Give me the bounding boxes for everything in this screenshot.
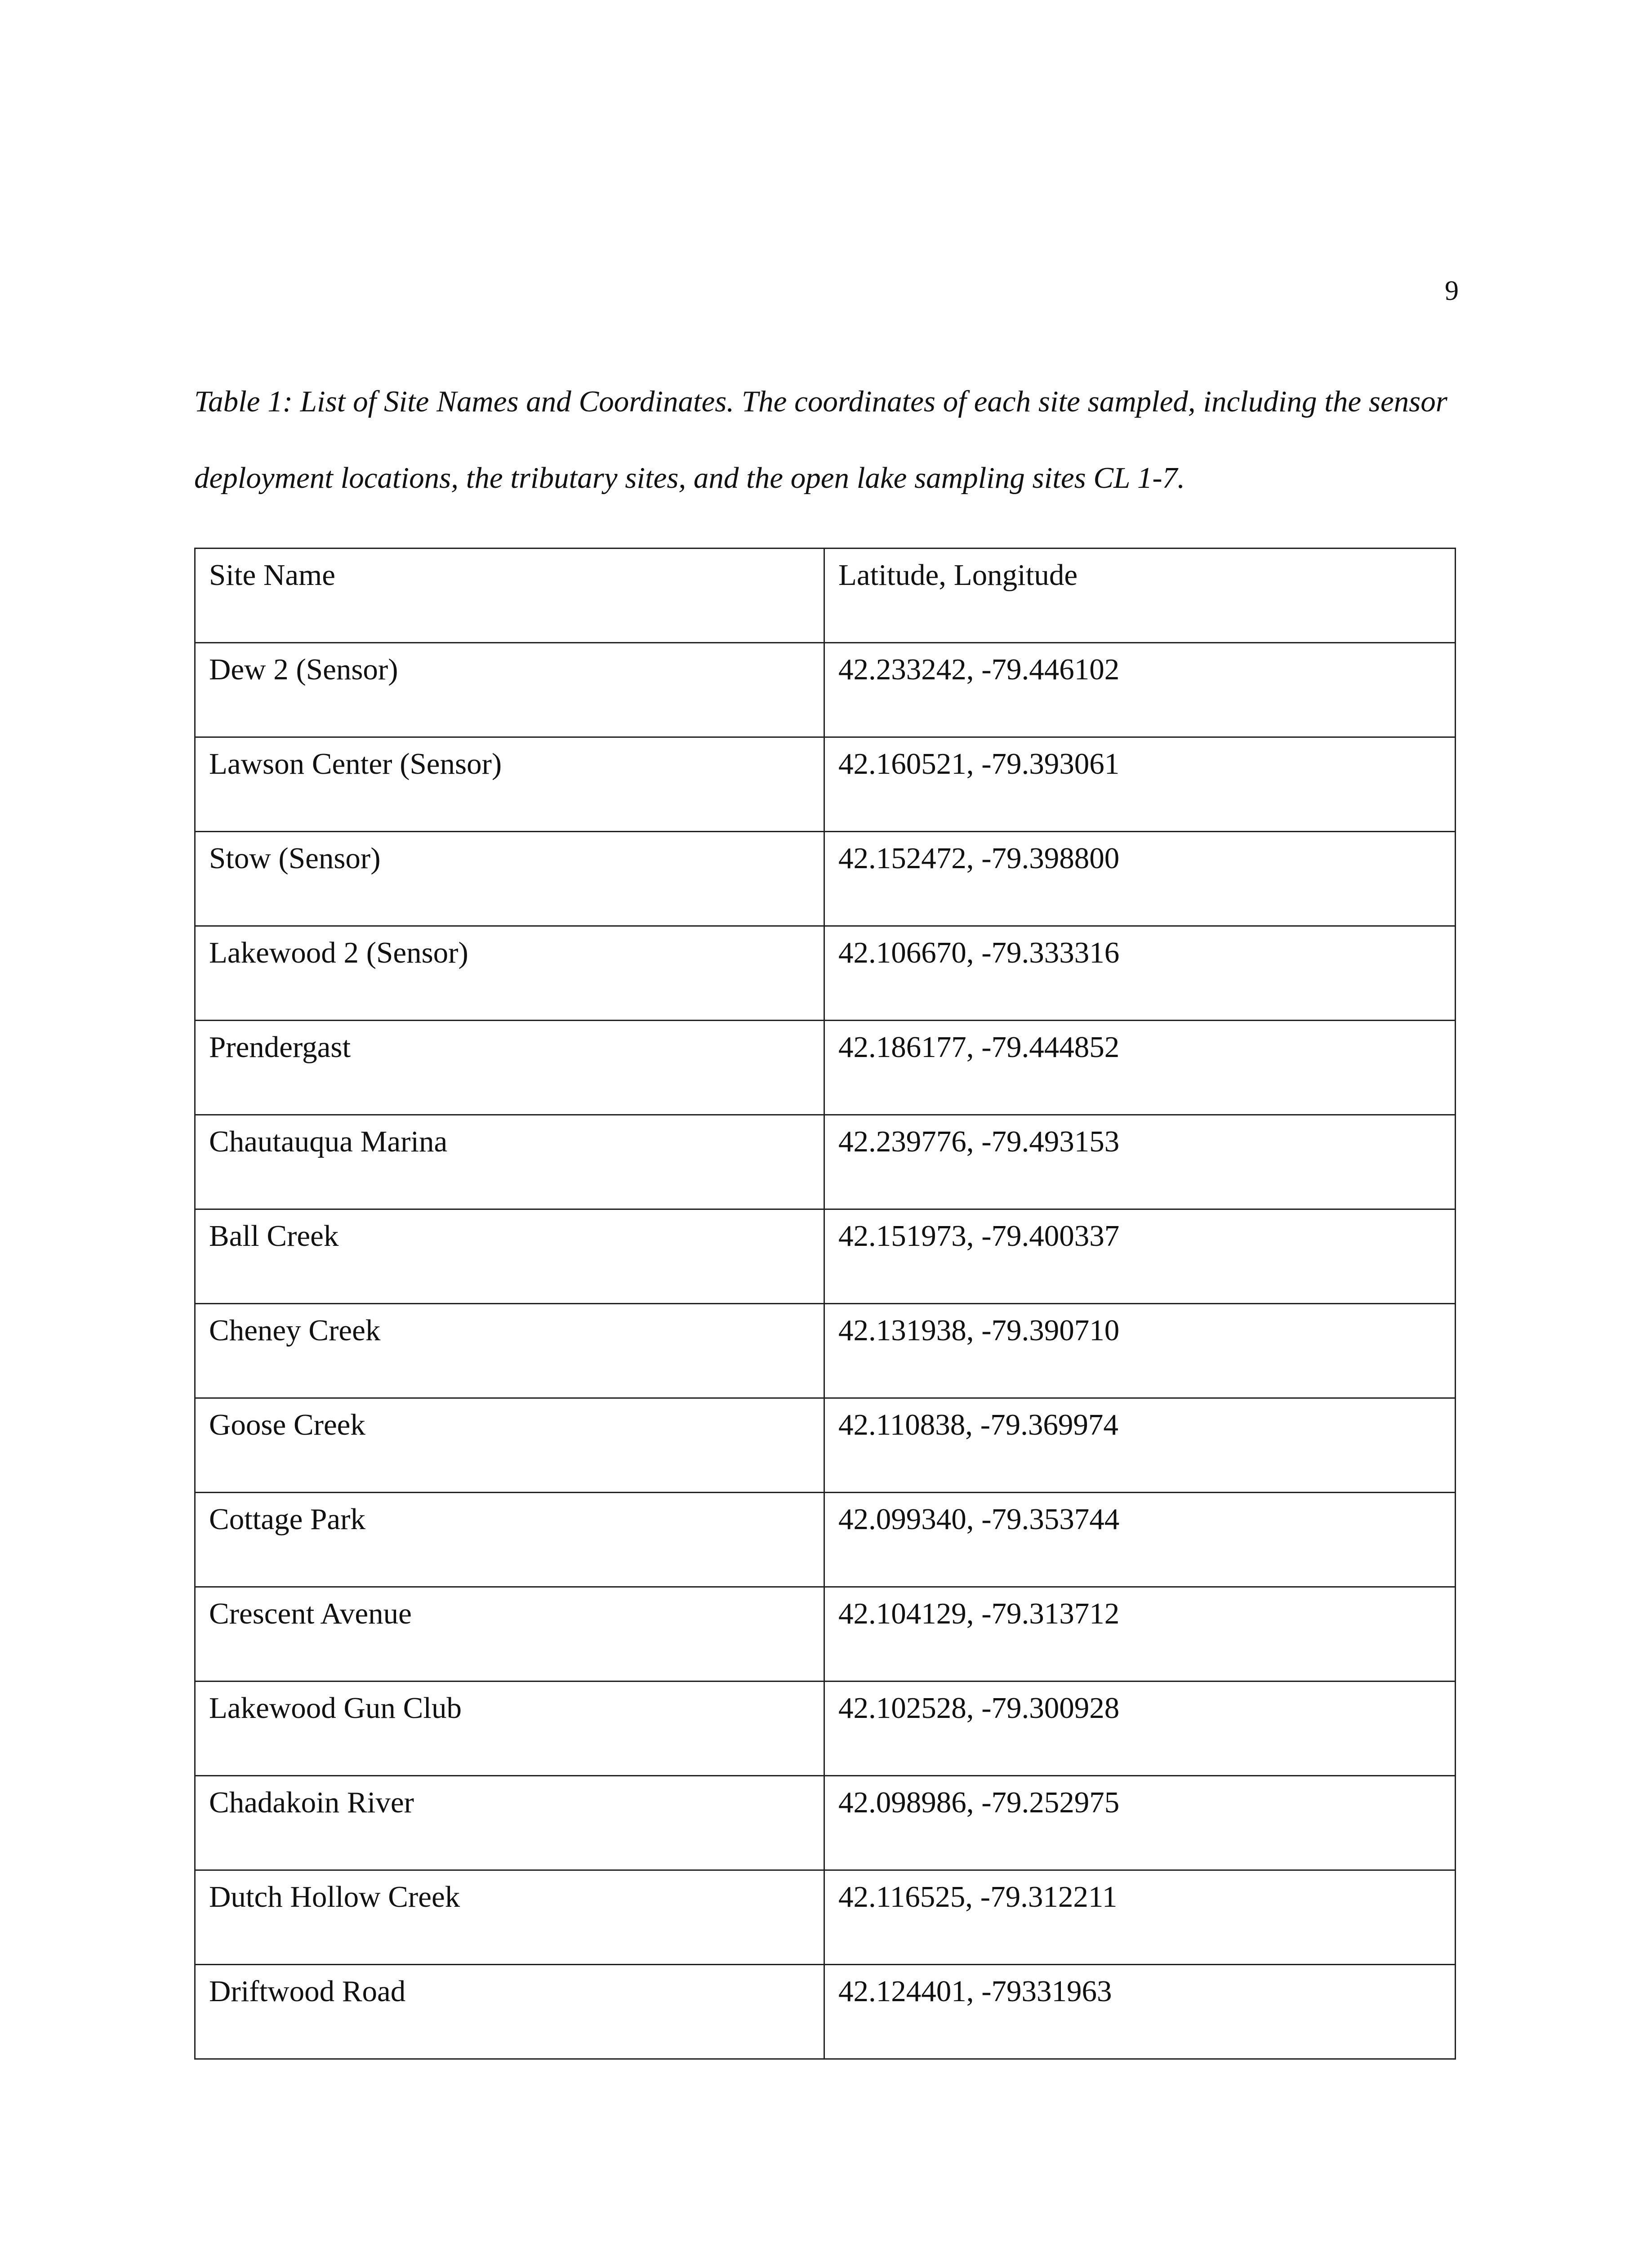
- header-lat-long: Latitude, Longitude: [824, 549, 1456, 643]
- coordinates-cell: 42.102528, -79.300928: [824, 1682, 1456, 1776]
- site-name-cell: Lawson Center (Sensor): [195, 737, 824, 832]
- table-header-row: [195, 549, 1456, 643]
- site-coordinates-table: [194, 548, 1456, 2060]
- site-name-cell: Goose Creek: [195, 1398, 824, 1493]
- table-row: [195, 1776, 1456, 1870]
- site-name-cell: Crescent Avenue: [195, 1587, 824, 1682]
- site-name-cell: Driftwood Road: [195, 1965, 824, 2059]
- table-row: [195, 1870, 1456, 1965]
- site-name-cell: Cheney Creek: [195, 1304, 824, 1398]
- site-name-cell: Lakewood 2 (Sensor): [195, 926, 824, 1021]
- site-name-cell: Prendergast: [195, 1021, 824, 1115]
- coordinates-cell: 42.099340, -79.353744: [824, 1493, 1456, 1587]
- site-name-cell: Ball Creek: [195, 1209, 824, 1304]
- coordinates-cell: 42.152472, -79.398800: [824, 832, 1456, 926]
- table-row: [195, 737, 1456, 832]
- table-row: [195, 1493, 1456, 1587]
- coordinates-cell: 42.239776, -79.493153: [824, 1115, 1456, 1209]
- site-name-cell: Stow (Sensor): [195, 832, 824, 926]
- table-row: [195, 832, 1456, 926]
- site-name-cell: Dew 2 (Sensor): [195, 643, 824, 737]
- table-row: [195, 1587, 1456, 1682]
- coordinates-cell: 42.110838, -79.369974: [824, 1398, 1456, 1493]
- table-row: [195, 1965, 1456, 2059]
- coordinates-cell: 42.233242, -79.446102: [824, 643, 1456, 737]
- header-site-name: Site Name: [195, 549, 824, 643]
- coordinates-cell: 42.186177, -79.444852: [824, 1021, 1456, 1115]
- table-caption: Table 1: List of Site Names and Coordinates. The coordinates of each site sampled, including the sensor deployment locations, the tributary sites, and the open lake sampling sites CL 1-7.: [194, 385, 1447, 495]
- site-name-cell: Chautauqua Marina: [195, 1115, 824, 1209]
- site-name-cell: Lakewood Gun Club: [195, 1682, 824, 1776]
- coordinates-cell: 42.098986, -79.252975: [824, 1776, 1456, 1870]
- table-row: [195, 1115, 1456, 1209]
- coordinates-cell: 42.106670, -79.333316: [824, 926, 1456, 1021]
- table-row: [195, 1209, 1456, 1304]
- site-name-cell: Chadakoin River: [195, 1776, 824, 1870]
- table-row: [195, 1682, 1456, 1776]
- coordinates-cell: 42.131938, -79.390710: [824, 1304, 1456, 1398]
- table-row: [195, 1398, 1456, 1493]
- coordinates-cell: 42.124401, -79331963: [824, 1965, 1456, 2059]
- coordinates-cell: 42.160521, -79.393061: [824, 737, 1456, 832]
- coordinates-cell: 42.116525, -79.312211: [824, 1870, 1456, 1965]
- coordinates-cell: 42.104129, -79.313712: [824, 1587, 1456, 1682]
- table-row: [195, 643, 1456, 737]
- coordinates-cell: 42.151973, -79.400337: [824, 1209, 1456, 1304]
- table-row: [195, 1304, 1456, 1398]
- table-row: [195, 926, 1456, 1021]
- table-row: [195, 1021, 1456, 1115]
- site-name-cell: Dutch Hollow Creek: [195, 1870, 824, 1965]
- site-name-cell: Cottage Park: [195, 1493, 824, 1587]
- page-number: 9: [1445, 276, 1459, 306]
